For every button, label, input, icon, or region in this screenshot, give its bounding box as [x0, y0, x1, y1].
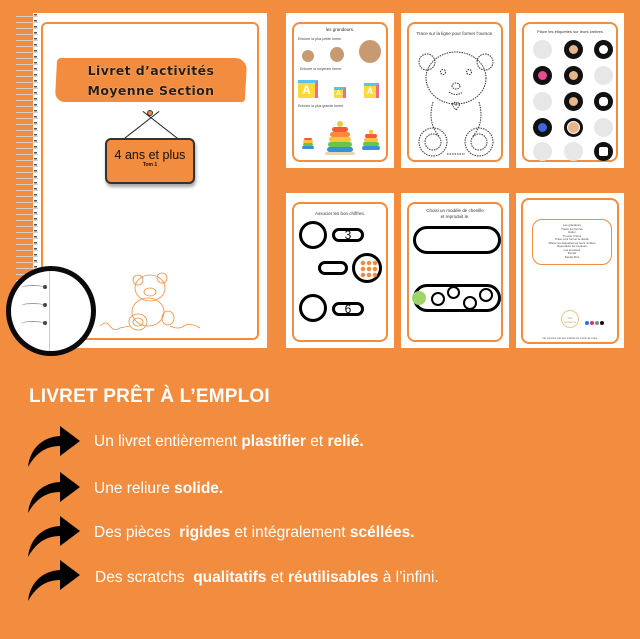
block-large-icon: A — [298, 80, 318, 98]
feature-text: et — [305, 433, 328, 450]
dotted-bear-icon — [409, 42, 505, 162]
feature-text: Un livret entièrement — [94, 433, 242, 450]
age-sign — [105, 138, 195, 184]
shadow-spot — [594, 66, 613, 85]
feature-highlight: qualitatifs — [193, 569, 267, 586]
coil — [21, 285, 45, 291]
page-frame — [292, 202, 388, 342]
page-frame — [407, 22, 503, 162]
pumpkins-icon — [360, 260, 378, 278]
page-title-line2: et reproduit le. — [440, 214, 470, 219]
page-frame — [292, 22, 388, 162]
toc-item: Dessin libre — [564, 254, 580, 259]
page-thumbnail-caterpillar[interactable] — [401, 193, 509, 348]
globe-sticker-icon — [533, 118, 552, 137]
toc-item: Relier — [568, 230, 576, 234]
cover-title — [56, 61, 246, 101]
page-title: Trace sur la ligne pour former l’ourson. — [416, 31, 494, 36]
cover-title-line1: Livret d’activités — [87, 63, 215, 78]
feature-item-scratchs — [95, 569, 439, 587]
feature-highlight: solide. — [174, 480, 224, 497]
brand-logo — [561, 310, 579, 328]
hole — [43, 321, 47, 325]
cover-title-line2: Moyenne Section — [87, 83, 215, 98]
fist-sticker-icon — [564, 40, 583, 59]
page-thumbnail-shadows[interactable] — [516, 13, 624, 168]
feature-text: Des scratchs — [95, 569, 194, 586]
instruction: Entoure la plus petite forme. — [298, 37, 342, 41]
block-medium-icon: A — [364, 83, 379, 98]
number-three: 3 — [344, 228, 352, 242]
caterpillar-head-icon — [412, 291, 426, 305]
hole — [43, 303, 47, 307]
page-title: Place tes étiquettes sur leurs ombres — [537, 29, 603, 34]
feature-item-pieces — [94, 524, 415, 542]
feature-highlight: plastifier — [241, 433, 306, 450]
facebook-icon[interactable] — [585, 321, 589, 325]
instagram-icon[interactable] — [590, 321, 594, 325]
magnifier-spiral-detail — [6, 266, 96, 356]
page-frame — [522, 22, 618, 162]
toc-item: Trace pour former le dessin — [554, 237, 590, 241]
feature-text: à l’infini. — [378, 569, 439, 586]
caterpillar-segment — [479, 288, 493, 302]
page-thumbnail-numbers[interactable] — [286, 193, 394, 348]
hole — [43, 285, 47, 289]
curved-arrow-icon — [26, 469, 82, 515]
volume-label: Tom 1 — [142, 162, 158, 168]
toc-item: Trouver l'intrus — [562, 233, 582, 238]
feature-item-plastified — [94, 433, 364, 451]
feature-highlight: réutilisables — [287, 569, 379, 586]
bear-small-icon — [302, 50, 314, 62]
counting-circle — [352, 253, 382, 283]
feature-highlight: rigides — [179, 524, 231, 541]
brand-name: Kils créations — [563, 316, 577, 324]
age-warning: Ne convient pas aux enfants de moins de 3 ans — [542, 337, 598, 340]
features-heading: LIVRET PRÊT À L’EMPLOI — [29, 386, 270, 407]
three-fingers-sticker-icon — [564, 118, 583, 137]
page-title: Associer les bon chiffres. — [315, 211, 365, 216]
bear-medium-icon — [330, 47, 344, 62]
feature-text: Des pièces — [94, 524, 180, 541]
feature-highlight: relié. — [327, 433, 364, 450]
feature-item-binding — [94, 480, 223, 498]
curved-arrow-icon — [26, 513, 82, 559]
feature-text: Une reliure — [94, 480, 175, 497]
feature-text: et intégralement — [230, 524, 350, 541]
feature-highlight: scéllées. — [349, 524, 415, 541]
shadow-spot — [564, 142, 583, 161]
page-frame — [521, 198, 619, 344]
toc-item: Puzzle — [567, 251, 577, 255]
page-title-line1: Choisi un modèle de chenille — [426, 208, 484, 213]
page-thumbnail-trace-bear[interactable] — [401, 13, 509, 168]
page-title: les grandeurs. — [325, 27, 355, 32]
toc-item: Les grandeurs — [563, 223, 581, 227]
caterpillar-segment — [431, 292, 445, 306]
shadow-spot — [533, 40, 552, 59]
empty-number-slot — [318, 261, 348, 275]
toc-item: Reproduire les couleurs — [557, 244, 587, 248]
one-finger-sticker-icon — [564, 66, 583, 85]
empty-circle-slot — [299, 294, 327, 322]
age-label: 4 ans et plus — [114, 148, 186, 162]
toc-item: Tracer les formes — [561, 226, 583, 231]
coil — [21, 321, 45, 327]
two-fingers-sticker-icon — [564, 92, 583, 111]
page-thumbnail-grandeurs[interactable] — [286, 13, 394, 168]
teddy-bear-icon — [100, 260, 200, 340]
number-six: 6 — [344, 302, 352, 316]
toc-item: Placer les étiquettes sur leurs ombres — [548, 240, 596, 245]
empty-caterpillar-slot — [413, 226, 501, 254]
table-of-contents — [532, 219, 612, 265]
number-one-sticker-icon — [533, 66, 552, 85]
tiktok-icon[interactable] — [600, 321, 604, 325]
ring-sticker-icon — [594, 40, 613, 59]
shadow-spot — [594, 118, 613, 137]
curved-arrow-icon — [26, 557, 82, 603]
toc-item: Les émotions — [563, 247, 581, 252]
block-small-icon: A — [334, 87, 346, 98]
bear-large-icon — [359, 40, 381, 63]
swirl-sticker-icon — [594, 92, 613, 111]
margin-line — [49, 271, 50, 351]
empty-circle-slot — [299, 221, 327, 249]
social-icons — [585, 321, 604, 325]
shadow-spot — [533, 142, 552, 161]
cross-sticker-icon — [594, 142, 613, 161]
caterpillar-segment — [447, 286, 460, 299]
email-icon[interactable] — [595, 321, 599, 325]
page-thumbnail-back-cover[interactable] — [516, 193, 624, 348]
caterpillar-segment — [463, 296, 477, 310]
coil — [21, 303, 45, 309]
instruction: Entoure la moyenne forme. — [300, 67, 343, 71]
curved-arrow-icon — [26, 423, 82, 469]
page-frame — [407, 202, 503, 342]
feature-text: et — [266, 569, 288, 586]
instruction: Entoure la plus grande forme. — [298, 104, 345, 108]
shadow-spot — [533, 92, 552, 111]
